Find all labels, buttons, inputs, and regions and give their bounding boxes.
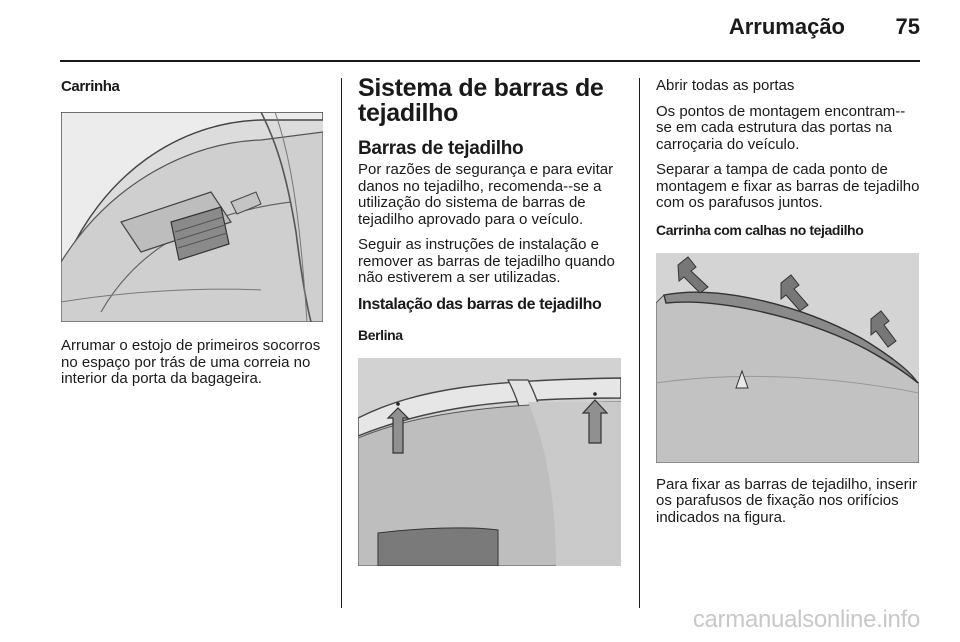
column-divider-1 — [341, 78, 342, 608]
column-3 — [656, 72, 921, 535]
column-2 — [358, 72, 623, 566]
open-doors-paragraph: Abrir todas as portas — [656, 77, 795, 94]
berlina-label: Berlina — [358, 326, 403, 343]
fixing-bolts-paragraph: Para fixar as barras de tejadilho, inserir os parafusos de fixação nos orifícios indicados na figura. — [656, 475, 917, 526]
sedan-figure — [358, 358, 621, 566]
installation-heading: Instalação das barras de tejadilho — [358, 295, 602, 313]
page-number: 75 — [895, 14, 920, 39]
wagon-roof-rails-icon — [656, 253, 919, 463]
roof-bars-paragraph-2: Seguir as instruções de instalação e remover as barras de tejadilho quando não estiverem a ser utilizadas. — [358, 236, 615, 286]
header-divider — [60, 60, 920, 62]
watermark-text: carmanualsonline.info — [692, 606, 920, 633]
carrinha-heading: Carrinha — [61, 78, 120, 95]
section-title: Arrumação — [728, 14, 845, 39]
mounting-points-paragraph: Os pontos de montagem encontram--se em cada estrutura das portas na carroçaria do veículo. — [656, 102, 906, 153]
column-1 — [61, 72, 326, 397]
column-divider-2 — [639, 78, 640, 608]
wagon-rails-label: Carrinha com calhas no tejadilho — [656, 221, 864, 238]
carrinha-paragraph: Arrumar o estojo de primeiros socorros no espaço por trás de uma correia no interior da porta da bagageira. — [61, 337, 321, 387]
hatchback-first-aid-kit-icon — [61, 112, 323, 322]
separate-cover-paragraph: Separar a tampa de cada ponto de montagem e fixar as barras de tejadilho com os parafusos juntos. — [656, 161, 920, 211]
roof-bars-heading: Barras de tejadilho — [358, 138, 524, 159]
roof-bars-paragraph-1: Por razões de segurança e para evitar danos no tejadilho, recomenda--se a utilização do sistema de barras de tejadilho aprovado para o veículo. — [358, 161, 614, 228]
hatchback-figure — [61, 112, 323, 322]
sedan-roof-mounting-icon — [358, 358, 621, 566]
wagon-figure — [656, 253, 919, 463]
roof-rack-main-heading: Sistema de barras de tejadilho — [358, 74, 604, 127]
